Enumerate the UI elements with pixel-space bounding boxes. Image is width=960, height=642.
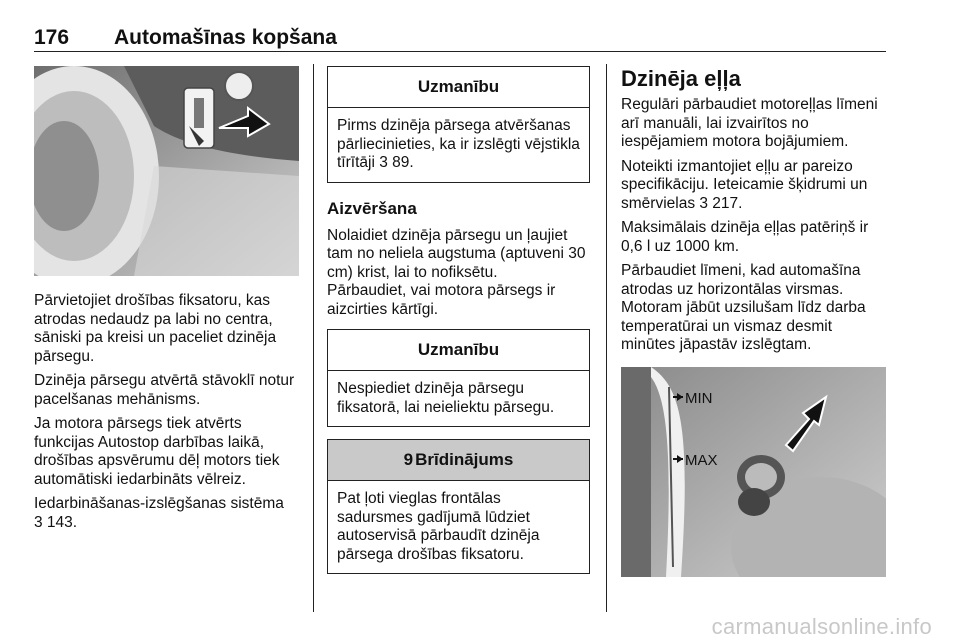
watermark: carmanualsonline.info: [711, 614, 932, 639]
cross-reference-label: Iedarbināšanas-izslēgšanas sistēma: [34, 495, 284, 512]
caution-box: [327, 66, 590, 183]
caution-text: Nespiediet dzinēja pārsegu fiksatorā, lai neieliektu pārsegu.: [337, 380, 555, 416]
page-title: Automašīnas kopšana: [114, 26, 337, 49]
caution-title: Uzmanību: [328, 330, 589, 371]
caution-title: Uzmanību: [328, 67, 589, 108]
paragraph: Pārbaudiet līmeni, kad automašīna atrodas uz horizontālas virsmas. Motoram jābūt uzsilušam līdz darba temperatūrai un vismaz desmit minūtes jāpastāv izslēgtam.: [621, 262, 866, 353]
paragraph: Dzinēja pārsegu atvērtā stāvoklī notur pacelšanas mehānisms.: [34, 372, 295, 408]
paragraph: Ja motora pārsegs tiek atvērts funkcijas Autostop darbības laikā, drošības apsvērumu dēļ motors tiek automātiski iedarbināts vēlreiz.: [34, 415, 280, 488]
warning-triangle-icon: 9: [403, 450, 414, 469]
paragraph: Regulāri pārbaudiet motoreļļas līmeni arī manuāli, lai izvairītos no iespējamiem motora bojājumiem.: [621, 96, 878, 150]
header-divider: [34, 51, 886, 52]
hood-release-latch-photo: [34, 66, 299, 276]
warning-header: [328, 440, 589, 481]
warning-box: [327, 439, 590, 574]
column-middle: [327, 66, 590, 574]
dipstick-min-label: MIN: [685, 389, 713, 407]
paragraph: Pārvietojiet drošības fiksatoru, kas atrodas nedaudz pa labi no centra, sāniski pa kreisi un paceliet dzinēja pārsegu.: [34, 292, 277, 365]
column-right: [621, 66, 887, 577]
page-number: 176: [34, 26, 70, 49]
paragraph: Nolaidiet dzinēja pārsegu un ļaujiet tam no neliela augstuma (aptuveni 30 cm) krist, lai to nofiksētu.: [327, 226, 586, 281]
column-divider-2: [606, 64, 607, 612]
warning-title: Brīdinājums: [415, 450, 514, 469]
caution-text: Pirms dzinēja pārsega atvēršanas pārliecinieties, ka ir izslēgti vējstikla tīrītāji 3 89.: [337, 117, 580, 171]
page-header: [34, 26, 886, 52]
paragraph: Pārbaudiet, vai motora pārsegs ir aizcirties kārtīgi.: [327, 282, 556, 318]
dipstick-max-label: MAX: [685, 451, 718, 469]
warning-text: Pat ļoti vieglas frontālas sadursmes gadījumā lūdziet autoservisā pārbaudīt dzinēja pārsega drošības fiksatoru.: [337, 490, 540, 563]
column-divider-1: [313, 64, 314, 612]
paragraph: Noteikti izmantojiet eļļu ar pareizo specifikāciju. Ieteicamie šķidrumi un smērvielas 3 217.: [621, 157, 868, 212]
caution-box: [327, 329, 590, 427]
section-heading: Dzinēja eļļa: [621, 66, 741, 91]
section-heading: Aizvēršana: [327, 198, 417, 218]
paragraph: Maksimālais dzinēja eļļas patēriņš ir 0,6 l uz 1000 km.: [621, 219, 869, 255]
column-left: [34, 66, 300, 538]
page-reference-link[interactable]: 3 143.: [34, 513, 78, 531]
oil-dipstick-photo: [621, 367, 886, 577]
